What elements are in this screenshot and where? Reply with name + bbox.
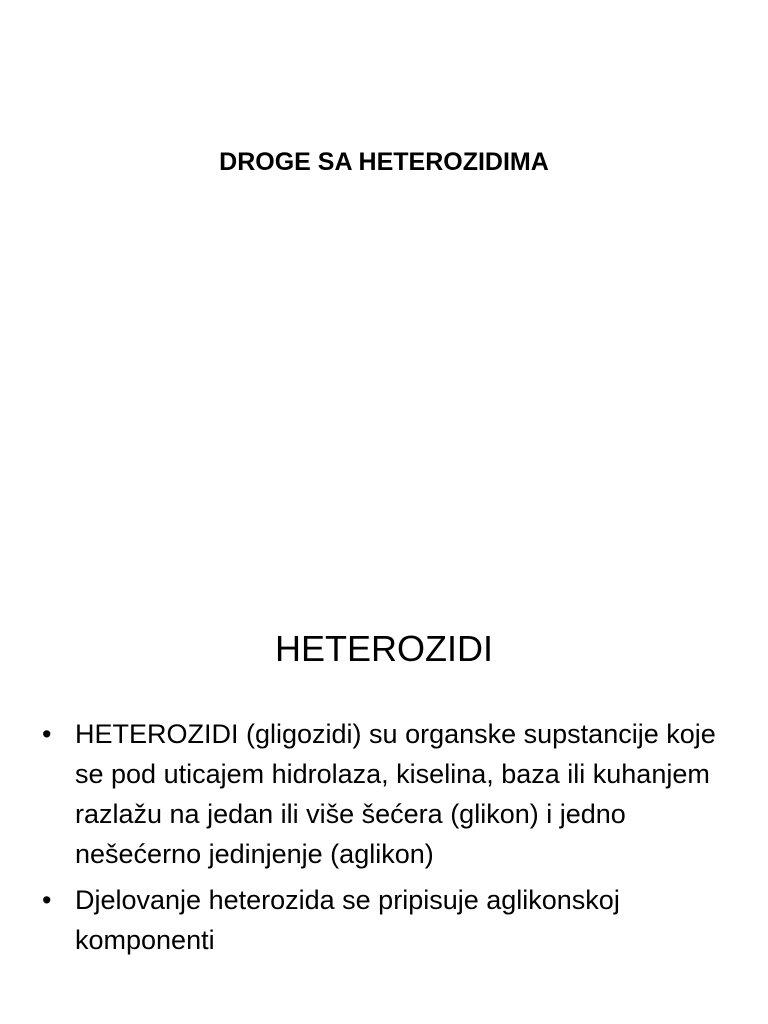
slide-2 [0, 576, 768, 1024]
bullet-text: HETEROZIDI (gligozidi) su organske supstancije koje se pod uticajem hidrolaza, kiselina, baza ili kuhanjem razlažu na jedan ili više šećera (glikon) i jedno nešećerno jedinjenje (aglikon) [75, 719, 716, 869]
bullet-text: Djelovanje heterozida se pripisuje aglikonskoj komponenti [75, 885, 620, 955]
bullet-item [40, 880, 740, 960]
bullet-icon: • [42, 885, 52, 915]
bullet-item [40, 714, 740, 874]
bullet-icon: • [42, 719, 52, 749]
bullet-list [40, 714, 740, 966]
slide-title: HETEROZIDI [274, 628, 493, 669]
slide-title: DROGE SA HETEROZIDIMA [219, 148, 549, 176]
